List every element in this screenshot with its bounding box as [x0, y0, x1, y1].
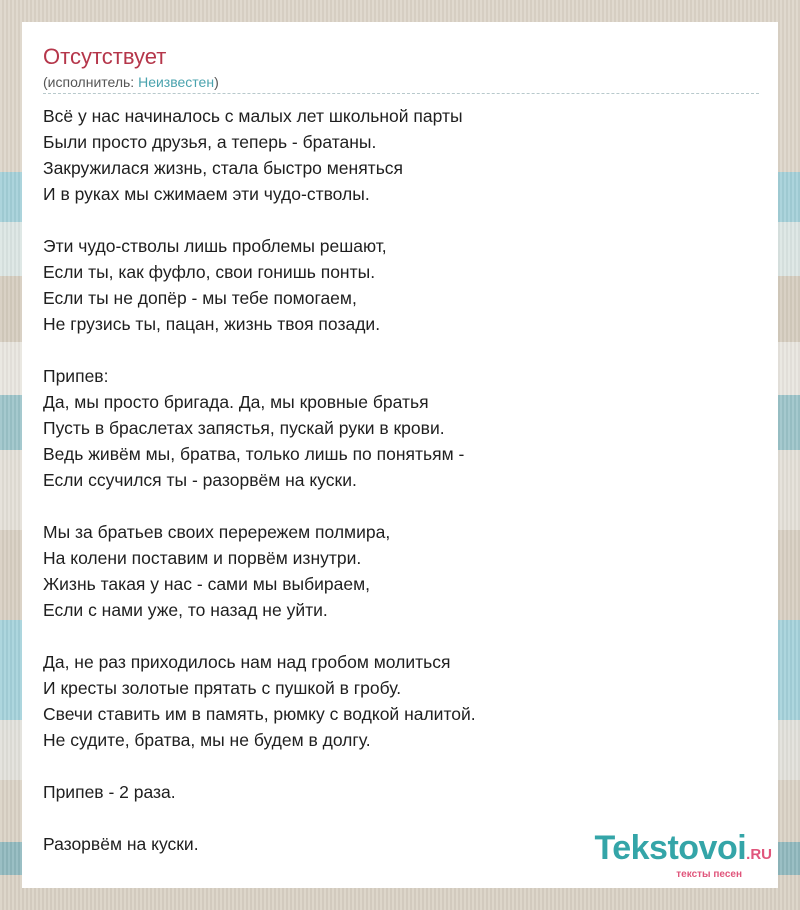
logo-name: Tekstovoi [594, 829, 747, 867]
lyric-line: Если ты не допёр - мы тебе помогаем, [43, 288, 357, 308]
lyric-line: Всё у нас начиналось с малых лет школьной парты [43, 106, 463, 126]
lyric-line: И кресты золотые прятать с пушкой в гробу. [43, 678, 402, 698]
lyric-line: Свечи ставить им в память, рюмку с водкой налитой. [43, 704, 476, 724]
lyric-line: Закружилася жизнь, стала быстро меняться [43, 158, 404, 178]
lyric-line: Припев: [43, 366, 109, 386]
lyric-line: Жизнь такая у нас - сами мы выбираем, [43, 574, 370, 594]
logo-tld: .RU [746, 846, 772, 863]
lyric-line [43, 623, 758, 649]
lyric-line [43, 753, 758, 779]
lyric-line: Пусть в браслетах запястья, пускай руки в крови. [43, 418, 445, 438]
lyrics-body [43, 103, 758, 857]
artist-link[interactable]: Неизвестен [138, 74, 215, 90]
lyric-line: Разорвём на куски. [43, 834, 199, 854]
artist-prefix: (исполнитель: [43, 74, 139, 90]
lyric-line: Были просто друзья, а теперь - братаны. [43, 132, 377, 152]
logo-wordmark [594, 831, 772, 872]
lyric-line [43, 337, 758, 363]
lyric-line: Да, не раз приходилось нам над гробом молиться [43, 652, 451, 672]
lyric-line: Да, мы просто бригада. Да, мы кровные братья [43, 392, 429, 412]
lyric-line: Не судите, братва, мы не будем в долгу. [43, 730, 371, 750]
lyric-line: Ведь живём мы, братва, только лишь по понятьям - [43, 444, 465, 464]
logo-tagline: тексты песен [676, 869, 742, 880]
song-title: Отсутствует [43, 44, 167, 69]
lyric-line: Мы за братьев своих перережем полмира, [43, 522, 391, 542]
lyric-line [43, 207, 758, 233]
lyric-line: Если ты, как фуфло, свои гонишь понты. [43, 262, 376, 282]
lyric-line [43, 805, 758, 831]
lyric-line: Если ссучился ты - разорвём на куски. [43, 470, 357, 490]
lyric-line: Если с нами уже, то назад не уйти. [43, 600, 328, 620]
lyric-line: Припев - 2 раза. [43, 782, 176, 802]
lyric-line [43, 493, 758, 519]
lyric-line: Не грузись ты, пацан, жизнь твоя позади. [43, 314, 381, 334]
artist-suffix: ) [214, 74, 219, 90]
lyrics-card [22, 22, 778, 888]
artist-line [43, 73, 759, 94]
site-logo[interactable] [594, 831, 772, 880]
lyric-line: И в руках мы сжимаем эти чудо-стволы. [43, 184, 370, 204]
lyric-line: Эти чудо-стволы лишь проблемы решают, [43, 236, 387, 256]
lyric-line: На колени поставим и порвём изнутри. [43, 548, 362, 568]
